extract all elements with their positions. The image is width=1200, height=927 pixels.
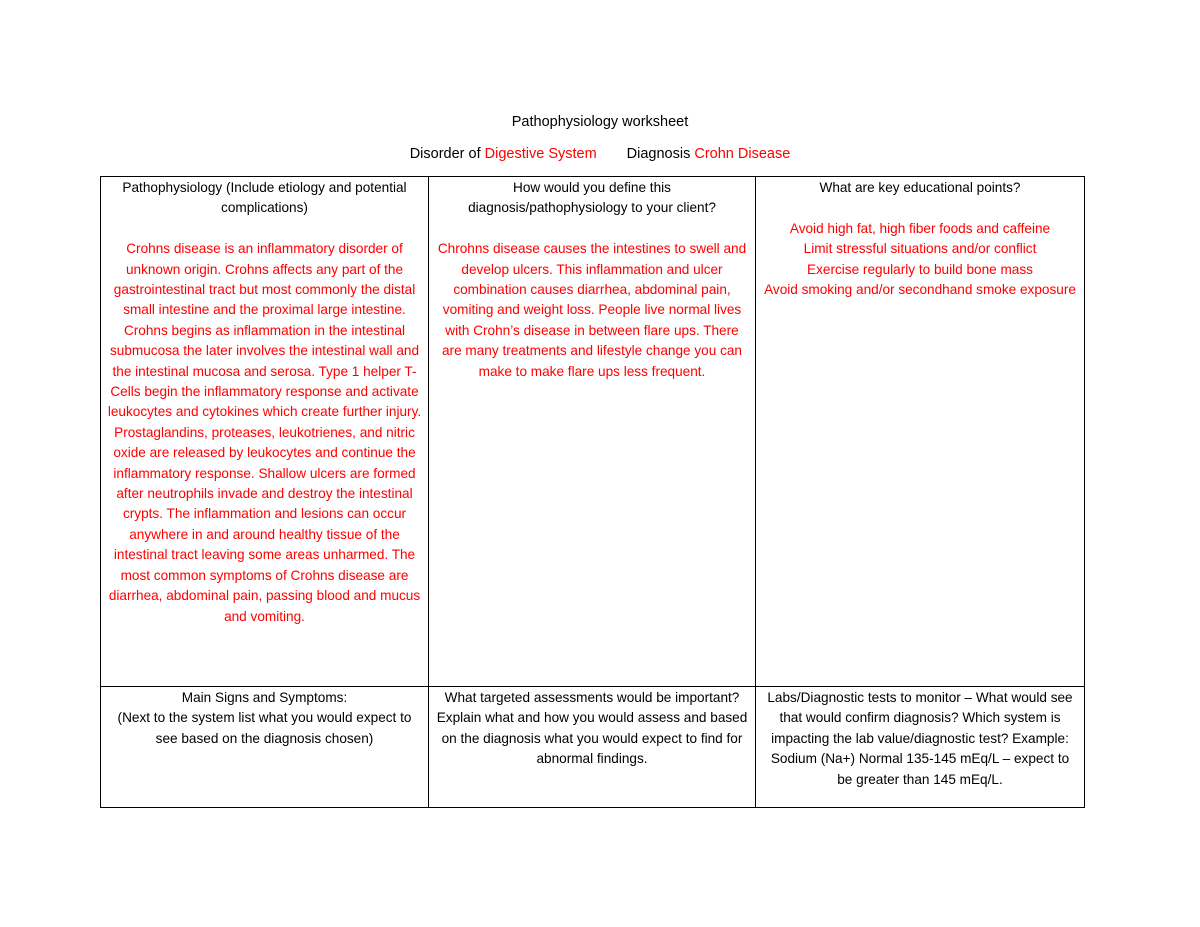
worksheet-table	[100, 176, 1085, 808]
list-item: Avoid smoking and/or secondhand smoke exposure	[764, 282, 1076, 298]
define-diagnosis-heading: How would you define this diagnosis/pathophysiology to your client?	[468, 180, 716, 216]
diagnosis-label: Diagnosis	[626, 146, 695, 162]
labs-diagnostics-heading: Labs/Diagnostic tests to monitor – What would see that would confirm diagnosis? Which system is impacting the lab value/diagnostic test? Example: Sodium (Na+) Normal 135-145 mEq/L – expect to be greater than 145 mEq/L.	[767, 690, 1073, 787]
table-row	[101, 177, 1085, 687]
worksheet-subtitle	[0, 144, 1200, 164]
define-diagnosis-cell	[429, 177, 756, 687]
targeted-assessments-cell	[429, 687, 756, 808]
signs-symptoms-heading: Main Signs and Symptoms:	[181, 690, 348, 705]
pathophysiology-cell	[101, 177, 429, 687]
list-item: Limit stressful situations and/or conflict	[803, 241, 1037, 257]
table-row	[101, 687, 1085, 808]
define-diagnosis-answer: Chrohns disease causes the intestines to swell and develop ulcers. This inflammation and ulcer combination causes diarrhea, abdominal pain, vomiting and weight loss. People live normal lives with Crohn’s disease in between flare ups. There are many treatments and lifestyle change you can make to make flare ups less frequent.	[437, 241, 747, 379]
diagnosis-value: Crohn Disease	[694, 146, 791, 162]
pathophysiology-answer: Crohns disease is an inflammatory disorder of unknown origin. Crohns affects any part of the gastrointestinal tract but most commonly the distal small intestine and the proximal large intestine. Crohns begins as inflammation in the intestinal submucosa the later involves the intestinal wall and the intestinal mucosa and serosa. Type 1 helper T-Cells begin the inflammatory response and activate leukocytes and cytokines which create further injury. Prostaglandins, proteases, leukotrienes, and nitric oxide are released by leukocytes and continue the inflammatory response. Shallow ulcers are formed after neutrophils invade and destroy the intestinal crypts. The inflammation and lesions can occur anywhere in and around healthy tissue of the intestinal tract leaving some areas unharmed. The most common symptoms of Crohns disease are diarrhea, abdominal pain, passing blood and mucus and vomiting.	[107, 241, 422, 624]
list-item: Avoid high fat, high fiber foods and caffeine	[789, 220, 1051, 236]
disorder-value: Digestive System	[484, 146, 597, 162]
list-item: Exercise regularly to build bone mass	[807, 261, 1033, 277]
educational-points-list	[762, 219, 1078, 301]
signs-symptoms-instructions: (Next to the system list what you would expect to see based on the diagnosis chosen)	[117, 710, 412, 746]
worksheet-title: Pathophysiology worksheet	[511, 114, 689, 130]
labs-diagnostics-cell	[756, 687, 1085, 808]
targeted-assessments-heading: What targeted assessments would be important? Explain what and how you would assess and based on the diagnosis what you would expect to find for abnormal findings.	[436, 690, 748, 767]
educational-points-heading: What are key educational points?	[819, 180, 1021, 195]
educational-points-cell	[756, 177, 1085, 687]
signs-symptoms-cell	[101, 687, 429, 808]
disorder-label: Disorder of	[409, 146, 485, 162]
pathophysiology-heading: Pathophysiology (Include etiology and potential complications)	[122, 180, 407, 216]
